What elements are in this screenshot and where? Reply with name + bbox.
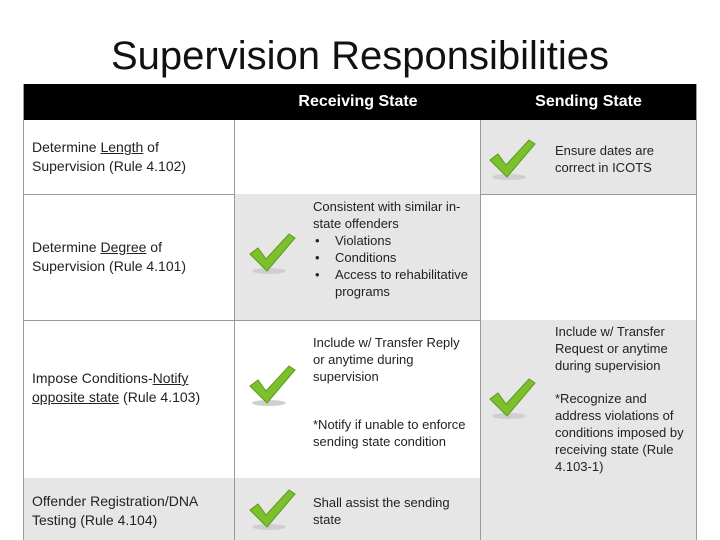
checkmark-icon xyxy=(487,136,537,182)
receiving-cell xyxy=(235,120,481,194)
table-header xyxy=(24,84,696,120)
checkmark-icon xyxy=(487,375,537,421)
row-label: Impose Conditions-Notify opposite state (Rule 4.103) xyxy=(32,370,201,405)
row-label-cell xyxy=(24,194,235,320)
bullet-item: • Access to rehabilitative programs xyxy=(313,266,473,300)
table-row-registration xyxy=(24,478,696,540)
row-label-cell xyxy=(24,320,235,478)
sending-cell xyxy=(481,320,696,478)
checkmark-icon xyxy=(247,486,297,532)
sending-text-1: Include w/ Transfer Request or anytime during supervision xyxy=(555,324,668,373)
slide-title: Supervision Responsibilities xyxy=(110,34,610,78)
bullet-item: • Conditions xyxy=(313,249,473,266)
receiving-text xyxy=(313,198,473,300)
receiving-bullets xyxy=(313,232,473,300)
header-sending-state: Sending State xyxy=(535,93,642,110)
sending-text-2: *Recognize and address violations of conditions imposed by receiving state (Rule 4.103-1) xyxy=(555,391,684,474)
sending-cell xyxy=(481,194,696,320)
table-row-degree xyxy=(24,194,696,321)
receiving-cell xyxy=(235,320,481,478)
receiving-text-2: *Notify if unable to enforce sending state condition xyxy=(313,417,466,449)
receiving-intro: Consistent with similar in-state offenders xyxy=(313,199,461,231)
receiving-cell xyxy=(235,194,481,320)
row-label: Determine Degree of Supervision (Rule 4.101) xyxy=(32,239,187,274)
table-row-length xyxy=(24,120,696,195)
receiving-text-1: Include w/ Transfer Reply or anytime during supervision xyxy=(313,335,460,384)
bullet-item: • Violations xyxy=(313,232,473,249)
receiving-text: Shall assist the sending state xyxy=(313,495,450,527)
receiving-cell xyxy=(235,478,481,540)
responsibilities-table xyxy=(23,84,697,540)
sending-cell xyxy=(481,478,696,540)
row-label: Offender Registration/DNA Testing (Rule 4.104) xyxy=(32,493,198,528)
checkmark-icon xyxy=(247,230,297,276)
row-label-cell xyxy=(24,120,235,194)
sending-cell xyxy=(481,120,696,194)
table-row-conditions xyxy=(24,320,696,479)
row-label-cell xyxy=(24,478,235,540)
row-label: Determine Length of Supervision (Rule 4.102) xyxy=(32,139,187,174)
sending-text: Ensure dates are correct in ICOTS xyxy=(555,143,655,175)
checkmark-icon xyxy=(247,362,297,408)
header-receiving-state: Receiving State xyxy=(298,93,418,110)
